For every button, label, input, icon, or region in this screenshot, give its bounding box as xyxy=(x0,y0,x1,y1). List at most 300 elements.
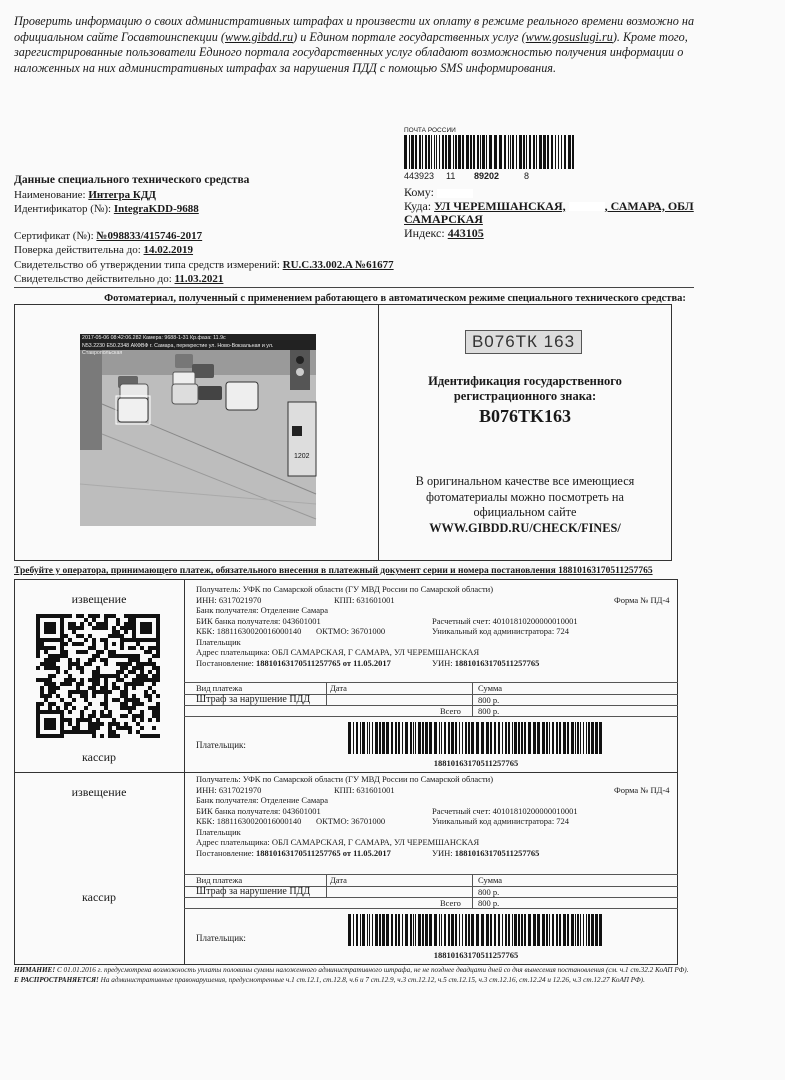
col-date: Дата xyxy=(330,683,347,693)
label: Куда: xyxy=(404,198,432,213)
table-vline xyxy=(326,874,327,897)
qr-module xyxy=(124,614,128,618)
qr-module xyxy=(132,718,136,722)
notice-label: извещение xyxy=(71,592,127,606)
col-date: Дата xyxy=(330,875,347,885)
qr-module xyxy=(112,734,116,738)
qr-module xyxy=(88,730,92,734)
qr-module xyxy=(68,702,72,706)
blank-middle-line xyxy=(14,772,678,773)
barcode-bar xyxy=(382,722,385,754)
uin: 18810163170511257765 xyxy=(454,657,540,668)
qr-finder-module xyxy=(36,734,40,738)
qr-module xyxy=(100,674,104,678)
barcode-bar xyxy=(391,914,393,946)
table-vline xyxy=(472,874,473,908)
qr-module xyxy=(132,670,136,674)
qr-module xyxy=(120,670,124,674)
qr-module xyxy=(120,646,124,650)
qr-module xyxy=(140,678,144,682)
qr-finder-module xyxy=(60,714,64,718)
device-id-row xyxy=(14,202,404,217)
qr-module xyxy=(84,718,88,722)
qr-module xyxy=(152,674,156,678)
qr-module xyxy=(152,734,156,738)
barcode-bar xyxy=(476,914,479,946)
barcode-bar xyxy=(391,722,393,754)
qr-module xyxy=(92,638,96,642)
qr-finder-module xyxy=(48,722,52,726)
barcode-bar xyxy=(586,914,587,946)
barcode-bar xyxy=(468,722,470,754)
label: УИН: xyxy=(432,847,453,858)
payment-type: Штраф за нарушение ПДД xyxy=(196,694,311,705)
barcode-bar xyxy=(451,914,454,946)
barcode-bar xyxy=(455,135,457,169)
qr-module xyxy=(132,694,136,698)
qr-module xyxy=(80,730,84,734)
qr-module xyxy=(80,622,84,626)
barcode-bar xyxy=(462,135,464,169)
qr-finder-module xyxy=(60,722,64,726)
qr-module xyxy=(124,622,128,626)
barcode-bar xyxy=(533,722,536,754)
barcode-bar xyxy=(558,135,559,169)
qr-module xyxy=(156,714,160,718)
qr-module xyxy=(72,690,76,694)
barcode-bar xyxy=(348,914,351,946)
qr-module xyxy=(44,646,48,650)
payer-row: Плательщик xyxy=(196,826,241,837)
qr-module xyxy=(144,678,148,682)
qr-module xyxy=(36,646,40,650)
qr-module xyxy=(136,702,140,706)
qr-module xyxy=(136,662,140,666)
qr-finder-module xyxy=(44,630,48,634)
amount: 800 р. xyxy=(478,695,500,705)
original-photo-note xyxy=(380,474,670,536)
qr-module xyxy=(88,718,92,722)
qr-module xyxy=(52,686,56,690)
qr-module xyxy=(96,726,100,730)
qr-module xyxy=(96,650,100,654)
barcode-bar xyxy=(510,135,511,169)
qr-module xyxy=(128,662,132,666)
barcode-bar xyxy=(533,135,535,169)
barcode-bar xyxy=(533,914,536,946)
resolution-number: 18810163170511257765 xyxy=(256,657,341,668)
qr-module xyxy=(80,682,84,686)
qr-module xyxy=(64,654,68,658)
qr-module xyxy=(96,722,100,726)
label: Поверка действительна до: xyxy=(14,244,141,256)
label: Постановление: xyxy=(196,847,254,858)
qr-module xyxy=(132,686,136,690)
qr-module xyxy=(132,714,136,718)
barcode-bar xyxy=(441,722,442,754)
qr-module xyxy=(68,658,72,662)
qr-finder-module xyxy=(60,622,64,626)
qr-module xyxy=(76,662,80,666)
qr-module xyxy=(48,646,52,650)
qr-finder-module xyxy=(36,718,40,722)
barcode-bar xyxy=(428,135,430,169)
qr-module xyxy=(156,674,160,678)
qr-module xyxy=(128,614,132,618)
barcode-bar xyxy=(588,722,590,754)
total-label: Всего xyxy=(440,706,461,716)
qr-module xyxy=(44,682,48,686)
qr-module xyxy=(76,634,80,638)
qr-module xyxy=(104,618,108,622)
cert-row xyxy=(14,229,404,244)
barcode-bar xyxy=(595,914,598,946)
qr-finder-module xyxy=(44,622,48,626)
barcode-bar xyxy=(516,135,517,169)
qr-finder-module xyxy=(144,626,148,630)
barcode-bar xyxy=(528,722,531,754)
qr-finder-module xyxy=(44,638,48,642)
qr-module xyxy=(76,726,80,730)
account: Расчетный счет: 40101810200000010001 xyxy=(432,805,578,816)
barcode-bar xyxy=(442,135,444,169)
qr-module xyxy=(120,662,124,666)
qr-finder-module xyxy=(148,638,152,642)
qr-module xyxy=(156,678,160,682)
barcode-bar xyxy=(395,722,397,754)
barcode-bar xyxy=(552,914,554,946)
qr-module xyxy=(156,666,160,670)
barcode-bar xyxy=(486,914,489,946)
barcode-bar xyxy=(348,722,351,754)
barcode-bar xyxy=(477,135,479,169)
qr-module xyxy=(140,646,144,650)
qr-module xyxy=(112,642,116,646)
qr-module xyxy=(128,622,132,626)
qr-finder-module xyxy=(48,710,52,714)
barcode-bar xyxy=(508,722,510,754)
qr-module xyxy=(112,674,116,678)
qr-module xyxy=(124,662,128,666)
address-part: , САМАРА, ОБЛ xyxy=(604,198,694,213)
barcode-bar xyxy=(542,914,545,946)
qr-finder-module xyxy=(52,726,56,730)
account: Расчетный счет: 40101810200000010001 xyxy=(432,615,578,626)
qr-module xyxy=(96,718,100,722)
barcode-bar xyxy=(439,135,440,169)
qr-module xyxy=(88,702,92,706)
qr-module xyxy=(144,694,148,698)
qr-module xyxy=(136,654,140,658)
barcode-bar xyxy=(505,914,507,946)
qr-module xyxy=(112,626,116,630)
total-label: Всего xyxy=(440,898,461,908)
qr-module xyxy=(124,682,128,686)
qr-finder-module xyxy=(52,734,56,738)
qr-module xyxy=(64,642,68,646)
qr-module xyxy=(40,662,44,666)
qr-module xyxy=(52,654,56,658)
device-id: IntegraKDD-9688 xyxy=(113,203,199,215)
qr-module xyxy=(156,642,160,646)
qr-module xyxy=(48,706,52,710)
barcode-bar xyxy=(572,135,574,169)
notice-stub xyxy=(196,774,676,858)
qr-module xyxy=(112,650,116,654)
qr-module xyxy=(140,674,144,678)
qr-module xyxy=(152,714,156,718)
orig-line: официальном сайте xyxy=(473,505,577,519)
qr-module xyxy=(104,622,108,626)
qr-finder-module xyxy=(56,734,60,738)
barcode-bar xyxy=(551,135,553,169)
barcode-bar xyxy=(498,914,500,946)
qr-module xyxy=(136,674,140,678)
barcode-bar xyxy=(502,722,503,754)
barcode-bar xyxy=(481,722,484,754)
barcode-bar xyxy=(404,135,407,169)
qr-finder-module xyxy=(140,614,144,618)
qr-module xyxy=(88,678,92,682)
post-num-4: 8 xyxy=(524,171,530,181)
qr-module xyxy=(132,706,136,710)
inn: ИНН: 6317021970 xyxy=(196,784,262,795)
qr-finder-module xyxy=(156,618,160,622)
table-line xyxy=(184,908,678,909)
cashier-label: кассир xyxy=(81,750,117,764)
qr-module xyxy=(76,722,80,726)
qr-module xyxy=(140,734,144,738)
qr-module xyxy=(112,698,116,702)
qr-finder-module xyxy=(56,614,60,618)
qr-module xyxy=(136,682,140,686)
qr-module xyxy=(152,678,156,682)
qr-module xyxy=(48,686,52,690)
qr-module xyxy=(148,706,152,710)
qr-module xyxy=(108,722,112,726)
qr-module xyxy=(64,678,68,682)
qr-module xyxy=(104,642,108,646)
qr-module xyxy=(148,686,152,690)
qr-module xyxy=(96,626,100,630)
barcode-bar xyxy=(549,914,550,946)
qr-finder-module xyxy=(44,626,48,630)
qr-module xyxy=(80,710,84,714)
qr-module xyxy=(124,674,128,678)
barcode-bar xyxy=(466,135,469,169)
qr-finder-module xyxy=(44,726,48,730)
qr-module xyxy=(68,690,72,694)
barcode-bar xyxy=(462,722,463,754)
qr-module xyxy=(64,670,68,674)
plate-number: B076TK163 xyxy=(478,406,571,426)
qr-module xyxy=(104,682,108,686)
qr-module xyxy=(84,662,88,666)
qr-module xyxy=(116,722,120,726)
qr-module xyxy=(88,658,92,662)
notice-stub xyxy=(196,584,676,668)
form-number: Форма № ПД-4 xyxy=(614,784,670,795)
qr-module xyxy=(152,666,156,670)
qr-module xyxy=(104,698,108,702)
footer-bold: НИМАНИЕ! xyxy=(14,966,56,974)
qr-module xyxy=(80,718,84,722)
qr-module xyxy=(116,618,120,622)
qr-module xyxy=(100,638,104,642)
qr-module xyxy=(92,714,96,718)
barcode-bar xyxy=(580,722,581,754)
qr-module xyxy=(120,702,124,706)
barcode-bar xyxy=(465,722,467,754)
qr-module xyxy=(152,662,156,666)
orig-line: В оригинальном качестве все имеющиеся xyxy=(415,474,635,488)
qr-module xyxy=(132,678,136,682)
qr-finder-module xyxy=(52,626,56,630)
qr-module xyxy=(148,670,152,674)
qr-module xyxy=(116,698,120,702)
qr-module xyxy=(84,638,88,642)
recipient-row: Получатель: УФК по Самарской области (ГУ МВД России по Самарской области) xyxy=(196,774,494,784)
qr-module xyxy=(112,682,116,686)
barcode-bar xyxy=(398,722,400,754)
qr-finder-module xyxy=(36,730,40,734)
qr-module xyxy=(128,626,132,630)
qr-finder-module xyxy=(52,722,56,726)
qr-module xyxy=(100,714,104,718)
barcode-bar xyxy=(448,914,450,946)
gibdd-link[interactable]: www.gibdd.ru xyxy=(224,29,294,44)
qr-module xyxy=(108,634,112,638)
qr-finder-module xyxy=(36,622,40,626)
qr-finder-module xyxy=(60,734,64,738)
qr-module xyxy=(112,686,116,690)
barcode-bar xyxy=(429,722,432,754)
qr-module xyxy=(120,714,124,718)
barcode-bar xyxy=(523,135,525,169)
qr-module xyxy=(60,646,64,650)
qr-module xyxy=(48,690,52,694)
barcode-bar xyxy=(518,722,520,754)
bik: БИК банка получателя: 043601001 xyxy=(196,805,321,816)
barcode-bar xyxy=(379,914,381,946)
qr-module xyxy=(112,634,116,638)
fines-site-link[interactable]: WWW.GIBDD.RU/CHECK/FINES/ xyxy=(429,520,621,535)
barcode-bar xyxy=(521,914,523,946)
barcode-bar xyxy=(490,722,492,754)
qr-module xyxy=(72,642,76,646)
qr-module xyxy=(116,678,120,682)
qr-finder-module xyxy=(48,630,52,634)
qr-module xyxy=(132,654,136,658)
qr-module xyxy=(104,678,108,682)
label: Свидетельство об утверждении типа средств измерений: xyxy=(14,258,280,271)
approval-row xyxy=(14,258,404,273)
qr-module xyxy=(100,734,104,738)
qr-module xyxy=(92,686,96,690)
qr-module xyxy=(124,714,128,718)
qr-finder-module xyxy=(52,614,56,618)
qr-module xyxy=(40,678,44,682)
qr-module xyxy=(84,618,88,622)
barcode-bar xyxy=(583,722,584,754)
qr-module xyxy=(76,658,80,662)
qr-module xyxy=(88,686,92,690)
qr-module xyxy=(120,666,124,670)
qr-finder-module xyxy=(44,718,48,722)
qr-module xyxy=(64,702,68,706)
qr-module xyxy=(152,710,156,714)
qr-module xyxy=(100,702,104,706)
qr-finder-module xyxy=(132,614,136,618)
barcode-bar xyxy=(422,914,424,946)
barcode-bar xyxy=(536,135,537,169)
qr-module xyxy=(132,658,136,662)
qr-finder-module xyxy=(60,638,64,642)
barcode-bar xyxy=(502,914,503,946)
qr-module xyxy=(40,702,44,706)
qr-module xyxy=(44,678,48,682)
oktmo: ОКТМО: 36701000 xyxy=(316,816,386,826)
intro-text: ). Кроме того, xyxy=(612,29,688,44)
qr-module xyxy=(84,730,88,734)
qr-finder-module xyxy=(140,630,144,634)
plate-photo: B076ТК 163 xyxy=(465,330,582,354)
qr-module xyxy=(120,694,124,698)
qr-module xyxy=(68,662,72,666)
qr-finder-module xyxy=(40,734,44,738)
qr-module xyxy=(148,678,152,682)
qr-module xyxy=(52,682,56,686)
barcode-bar xyxy=(514,722,517,754)
barcode-bar xyxy=(415,722,416,754)
payer-sign: Плательщик: xyxy=(196,933,246,943)
qr-module xyxy=(100,690,104,694)
qr-module xyxy=(76,626,80,630)
table-line xyxy=(184,716,678,717)
qr-module xyxy=(108,690,112,694)
barcode-bar xyxy=(561,135,562,169)
bank-row: Банк получателя: Отделение Самара xyxy=(196,795,328,805)
footer-note xyxy=(14,966,774,985)
inn-row xyxy=(196,785,676,796)
qr-module xyxy=(40,686,44,690)
gosuslugi-link[interactable]: www.gosuslugi.ru xyxy=(525,29,613,44)
total: 800 р. xyxy=(478,898,500,908)
qr-module xyxy=(140,702,144,706)
qr-module xyxy=(88,646,92,650)
payer-sign: Плательщик: xyxy=(196,740,246,750)
qr-module xyxy=(148,734,152,738)
qr-module xyxy=(80,670,84,674)
barcode-bar xyxy=(356,722,358,754)
redacted-mask xyxy=(437,189,473,198)
qr-module xyxy=(68,722,72,726)
barcode-bar xyxy=(459,722,460,754)
qr-module xyxy=(124,706,128,710)
payment-barcode xyxy=(348,722,604,754)
qr-finder-module xyxy=(152,638,156,642)
barcode-bar xyxy=(567,914,569,946)
barcode-bar xyxy=(528,914,531,946)
qr-module xyxy=(140,726,144,730)
qr-module xyxy=(48,702,52,706)
barcode-bar xyxy=(599,914,602,946)
qr-finder-module xyxy=(52,622,56,626)
barcode-bar xyxy=(486,135,487,169)
payer-row: Плательщик xyxy=(196,636,241,647)
qr-finder-module xyxy=(40,710,44,714)
qr-module xyxy=(68,666,72,670)
